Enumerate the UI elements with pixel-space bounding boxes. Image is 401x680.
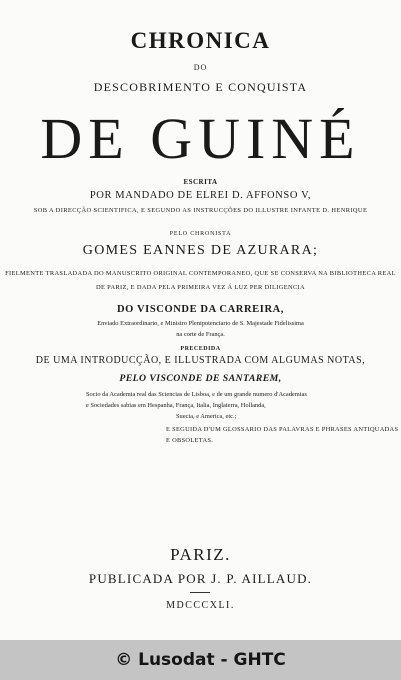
imprint-publisher: PUBLICADA POR J. P. AILLAUD. [88, 571, 313, 586]
glossario-line-1: E SEGUIDA D'UM GLOSSARIO DAS PALAVRAS E PHRASES ANTIQUADAS [166, 426, 399, 433]
author-name: GOMES EANNES DE AZURARA; [82, 243, 319, 258]
transladada-line-2: DE PARIZ, E DADA PELA PRIMEIRA VEZ Á LUZ PER DILIGENCIA [95, 284, 306, 291]
glossario-line-2: E OBSOLETAS. [166, 437, 214, 444]
precedida-label: PRECEDIDA [180, 346, 221, 352]
title-chronica: CHRONICA [130, 28, 271, 53]
imprint-city: PARIZ. [170, 545, 231, 564]
visconde-santarem: PELO VISCONDE DE SANTAREM, [119, 373, 282, 384]
title-de-guine: DE GUINÉ [40, 106, 361, 171]
subtitle-descobrimento: DESCOBRIMENTO E CONQUISTA [93, 80, 308, 94]
escripta-label: ESCRITA [183, 178, 218, 186]
transladada-line-1: FIELMENTE TRASLADADA DO MANUSCRITO ORIGINAL CONTEMPORANEO, QUE SE CONSERVA NA BIBLIOTHECA REAL [5, 270, 396, 277]
socio-line-1: Socio da Academia real das Sciencias de Lisboa, e de um grande numero d'Academias [86, 391, 307, 398]
title-do: DO [193, 63, 208, 72]
introducao-line: DE UMA INTRODUCÇÃO, E ILLUSTRADA COM ALGUMAS NOTAS, [35, 355, 366, 366]
socio-line-2: e Sociedades sabias em Hespanha, França, Italia, Inglaterra, Hollanda, [86, 402, 266, 409]
direccao-line: SOB A DIRECÇÃO SCIENTIFICA, E SEGUNDO AS INSTRUCÇÕES DO ILLUSTRE INFANTE D. HENRIQUE [33, 207, 368, 214]
enviado-line-2: na corte de França. [176, 331, 225, 338]
enviado-line-1: Enviado Extraordinario, e Ministro Plenipotenciario de S. Majestade Fidelissima [97, 320, 304, 327]
mandado-line: POR MANDADO DE ELREI D. AFFONSO V, [89, 190, 312, 201]
visconde-carreira: DO VISCONDE DA CARREIRA, [116, 304, 285, 315]
imprint-year: MDCCCXLI. [166, 600, 235, 611]
copyright-footer: © Lusodat - GHTC [0, 640, 401, 680]
imprint-divider [190, 592, 210, 593]
socio-line-3: Suecia, e America, etc.; [176, 413, 237, 420]
pelo-chronista-label: PELO CHRONISTA [169, 231, 232, 237]
